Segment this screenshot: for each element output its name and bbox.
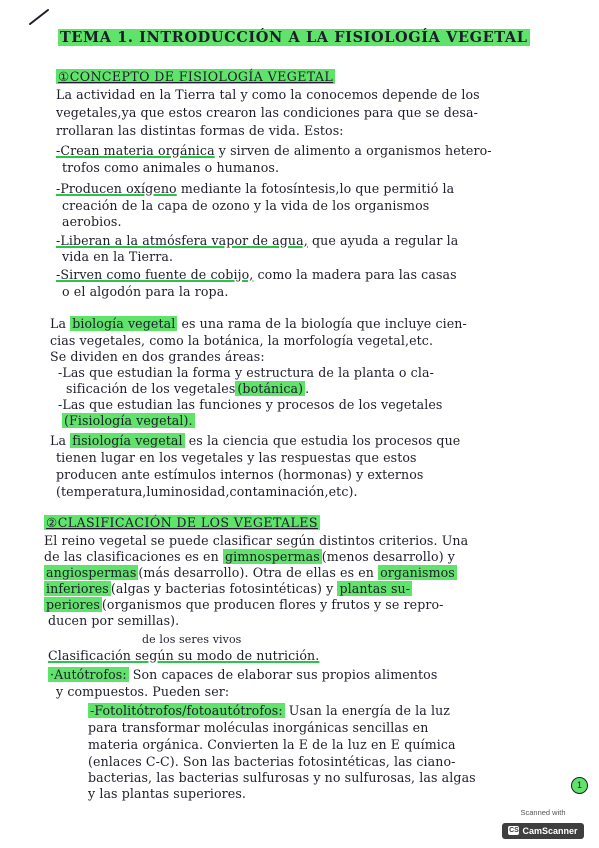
s1-bullet-4: [56, 268, 457, 282]
periores-highlight: periores: [46, 597, 100, 612]
watermark-badge: [502, 823, 583, 839]
s3-line-3: [44, 566, 457, 580]
s1-bullet-3: [56, 234, 458, 248]
s2-para-2-line-4: (temperatura,luminosidad,contaminación,etc).: [56, 484, 358, 499]
s1-bullet-2-cont-1: creación de la capa de ozono y la vida de los organismos: [62, 198, 430, 213]
autotrofos-rest: Son capaces de elaborar sus propios alimentos: [128, 667, 438, 682]
s3-line-2: [44, 550, 455, 564]
title-text: TEMA 1. INTRODUCCIÓN A LA FISIOLOGÍA VEGETAL: [60, 29, 528, 46]
watermark-line-2: CamScanner: [522, 825, 578, 836]
bullet-4-rest: como la madera para las casas: [253, 267, 457, 282]
fisiologia-vegetal-highlight: fisiología vegetal: [72, 433, 183, 448]
fotolitotrofos-rest: Usan la energía de la luz: [284, 703, 451, 718]
autotrofos-highlight: ·Autótrofos:: [50, 667, 127, 682]
watermark-line-1: Scanned with: [520, 808, 566, 817]
s2-para-2-line-3: producen ante estímulos internos (hormonas) y externos: [56, 467, 424, 482]
s1-line-2: vegetales,ya que estos crearon las condiciones para que se desa-: [56, 105, 478, 120]
area-1-dot: .: [305, 381, 310, 396]
bullet-3-rest: que ayuda a regular la: [307, 233, 459, 248]
p2-rest: es la ciencia que estudia los procesos que: [184, 433, 461, 448]
fotolitotrofos-line-6: y las plantas superiores.: [88, 786, 247, 801]
s3-l3-rest: (más desarrollo). Otra de ellas es en: [138, 565, 379, 580]
s3-line-1: El reino vegetal se puede clasificar según distintos criterios. Una: [44, 533, 469, 548]
fotolitotrofos-line-4: (enlaces C-C). Son las bacterias fotosintéticas, las ciano-: [88, 754, 456, 769]
s2-area-1-line-2: [66, 382, 309, 396]
bullet-2-key: -Producen oxígeno: [56, 181, 177, 196]
p2-lead: La: [50, 433, 71, 448]
s1-bullet-3-cont: vida en la Tierra.: [62, 249, 174, 264]
s2-para-1-line-2: cias vegetales, como la botánica, la morfología vegetal,etc.: [50, 333, 434, 348]
s1-bullet-4-cont: o el algodón para la ropa.: [62, 284, 229, 299]
section-1-heading: [56, 70, 335, 84]
fotolitotrofos-highlight: -Fotolitótrofos/fotoautótrofos:: [90, 703, 283, 718]
camscanner-logo-icon: CS: [509, 827, 519, 834]
s3-line-6: ducen por semillas).: [48, 613, 180, 628]
s2-area-2-line-2: [62, 414, 195, 428]
s2-para-1-line-1: [50, 317, 467, 331]
bullet-4-key: -Sirven como fuente de cobijo,: [56, 267, 254, 282]
s3-l2-lead: de las clasificaciones es en: [44, 549, 223, 564]
s1-line-3: rrollaran las distintas formas de vida. Estos:: [56, 123, 344, 138]
s2-para-2-line-1: [50, 434, 460, 448]
page-number-badge: 1: [571, 777, 588, 794]
fisiologia-highlight: (Fisiología vegetal).: [64, 413, 193, 428]
s3-l4-rest: (algas y bacterias fotosintéticas) y: [110, 581, 338, 596]
fotolitotrofos-line-2: para transformar moléculas inorgánicas sencillas en: [88, 720, 429, 735]
organismos-highlight: organismos: [380, 565, 455, 580]
section-2-heading-text: ②CLASIFICACIÓN DE LOS VEGETALES: [46, 515, 318, 530]
classification-subheading: [48, 649, 319, 663]
s3-line-4: [44, 582, 412, 596]
angiospermas-highlight: angiospermas: [46, 565, 137, 580]
area-1-text: sificación de los vegetales: [66, 381, 236, 396]
s2-area-2-line-1: -Las que estudian las funciones y procesos de los vegetales: [58, 397, 443, 412]
bullet-1-rest: y sirven de alimento a organismos hetero-: [214, 143, 492, 158]
botanica-highlight: (botánica): [237, 381, 304, 396]
s1-bullet-2-cont-2: aerobios.: [62, 214, 122, 229]
section-2-heading: [44, 516, 320, 530]
camscanner-watermark: [497, 808, 589, 840]
p1-rest: es una rama de la biología que incluye cien-: [177, 316, 467, 331]
biologia-vegetal-highlight: biología vegetal: [72, 316, 176, 331]
plantas-superiores-highlight: plantas su-: [339, 581, 411, 596]
fotolitotrofos-line-1: [88, 704, 450, 718]
s3-l5-rest: (organismos que producen flores y frutos y se repro-: [101, 597, 444, 612]
inferiores-highlight: inferiores: [46, 581, 109, 596]
fotolitotrofos-line-5: bacterias, las bacterias sulfurosas y no sulfurosas, las algas: [88, 770, 476, 785]
pen-stroke-mark: [28, 6, 50, 26]
s1-line-1: La actividad en la Tierra tal y como la conocemos depende de los: [56, 87, 480, 102]
fotolitotrofos-line-3: materia orgánica. Convierten la E de la luz en E química: [88, 737, 456, 752]
p1-lead: La: [50, 316, 71, 331]
s1-bullet-1-cont: trofos como animales o humanos.: [62, 160, 280, 175]
bullet-3-key: -Liberan a la atmósfera vapor de agua,: [56, 233, 308, 248]
s1-bullet-2: [56, 182, 454, 196]
page-title: [58, 31, 530, 45]
s2-para-2-line-2: tienen lugar en los vegetales y las respuestas que estos: [56, 450, 417, 465]
classification-subheading-text: Clasificación según su modo de nutrición.: [48, 648, 320, 663]
bullet-2-rest: mediante la fotosíntesis,lo que permitió la: [176, 181, 455, 196]
s1-bullet-1: [56, 144, 492, 158]
autotrofos-line-1: [48, 668, 437, 682]
caret-insert-note: de los seres vivos: [142, 633, 242, 646]
s2-area-1-line-1: -Las que estudian la forma y estructura de la planta o cla-: [58, 365, 434, 380]
s2-para-1-line-3: Se dividen en dos grandes áreas:: [50, 349, 265, 364]
s3-l2-rest: (menos desarrollo) y: [321, 549, 456, 564]
autotrofos-line-2: y compuestos. Pueden ser:: [56, 684, 230, 699]
section-1-heading-text: ①CONCEPTO DE FISIOLOGÍA VEGETAL: [58, 69, 334, 84]
bullet-1-key: -Crean materia orgánica: [56, 143, 215, 158]
s3-line-5: [44, 598, 444, 612]
gimnospermas-highlight: gimnospermas: [224, 549, 320, 564]
